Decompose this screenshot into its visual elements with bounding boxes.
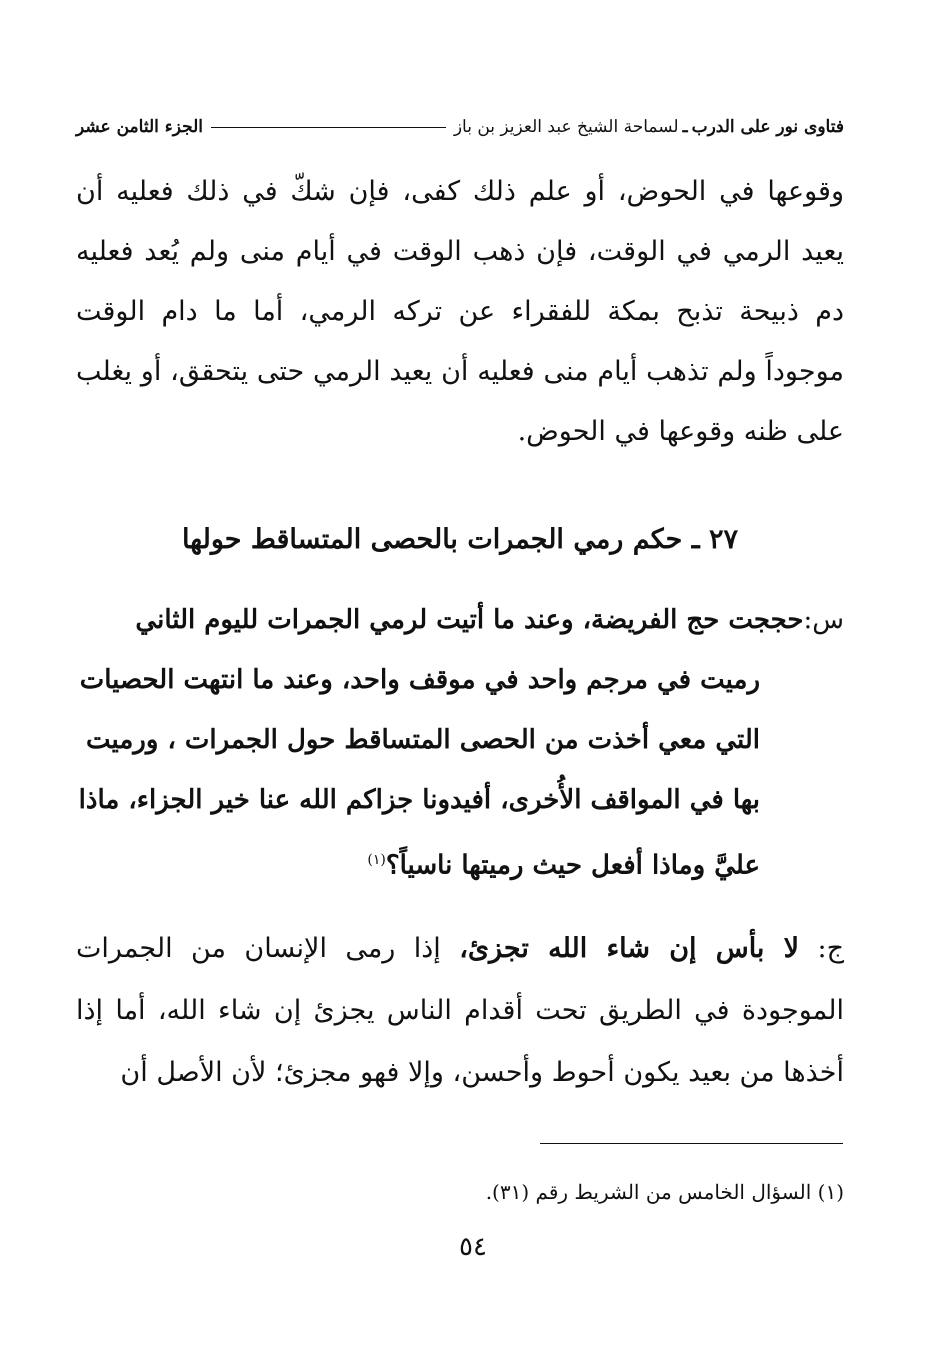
- continuation-paragraph: وقوعها في الحوض، أو علم ذلك كفى، فإن شكّ في ذلك فعليه أن يعيد الرمي في الوقت، فإن ذهب الوقت في أيام منى ولم يُعد فعليه دم ذبيحة تذبح بمكة للفقراء عن تركه الرمي، أما ما دام الوقت موجوداً ولم تذهب أيام منى فعليه أن يعيد الرمي حتى يتحقق، أو يغلب على ظنه وقوعها في الحوض.: [76, 176, 844, 447]
- header-dash: ـ: [682, 117, 688, 137]
- footnote-number: (١): [817, 1180, 844, 1204]
- footnote: [76, 1176, 844, 1208]
- question-line-5: [76, 830, 844, 896]
- question-line-2: رميت في مرجم واحد في موقف واحد، وعند ما انتهت الحصيات: [79, 665, 760, 695]
- answer-bold-text: لا بأس إن شاء الله تجزئ،: [459, 933, 800, 964]
- question-line-1: [76, 590, 844, 650]
- section-heading: ٢٧ ـ حكم رمي الجمرات بالحصى المتساقط حولها: [181, 524, 739, 555]
- volume-label: الجزء الثامن عشر: [76, 117, 204, 137]
- book-title: فتاوى نور على الدرب: [691, 117, 844, 137]
- footnote-rule: [540, 1143, 843, 1144]
- author-name: لسماحة الشيخ عبد العزيز بن باز: [453, 117, 679, 137]
- question-block: [76, 590, 844, 896]
- header-rule: [211, 127, 446, 128]
- question-line-4: بها في المواقف الأُخرى، أفيدونا جزاكم الله عنا خير الجزاء، ماذا: [78, 785, 760, 815]
- answer-block: [76, 918, 844, 1104]
- running-header: [76, 112, 844, 142]
- footnote-reference: (١): [367, 852, 386, 868]
- page-number: ٥٤: [459, 1232, 487, 1262]
- header-title-group: [454, 117, 844, 137]
- question-text-5: عليَّ وماذا أفعل حيث رميتها ناسياً؟: [385, 850, 760, 881]
- question-text-1: حججت حج الفريضة، وعند ما أتيت لرمي الجمرات لليوم الثاني: [135, 605, 804, 635]
- question-line-3: التي معي أخذت من الحصى المتساقط حول الجمرات ، ورميت: [85, 725, 760, 755]
- answer-text: إذا رمى الإنسان من الجمرات الموجودة في الطريق تحت أقدام الناس يجزئ إن شاء الله، أما إذا أخذها من بعيد يكون أحوط وأحسن، وإلا فهو مجزئ؛ لأن الأصل أن: [76, 933, 844, 1088]
- answer-label: ج:: [817, 933, 844, 964]
- footnote-text: السؤال الخامس من الشريط رقم (٣١).: [485, 1180, 812, 1204]
- question-label: س:: [803, 605, 844, 635]
